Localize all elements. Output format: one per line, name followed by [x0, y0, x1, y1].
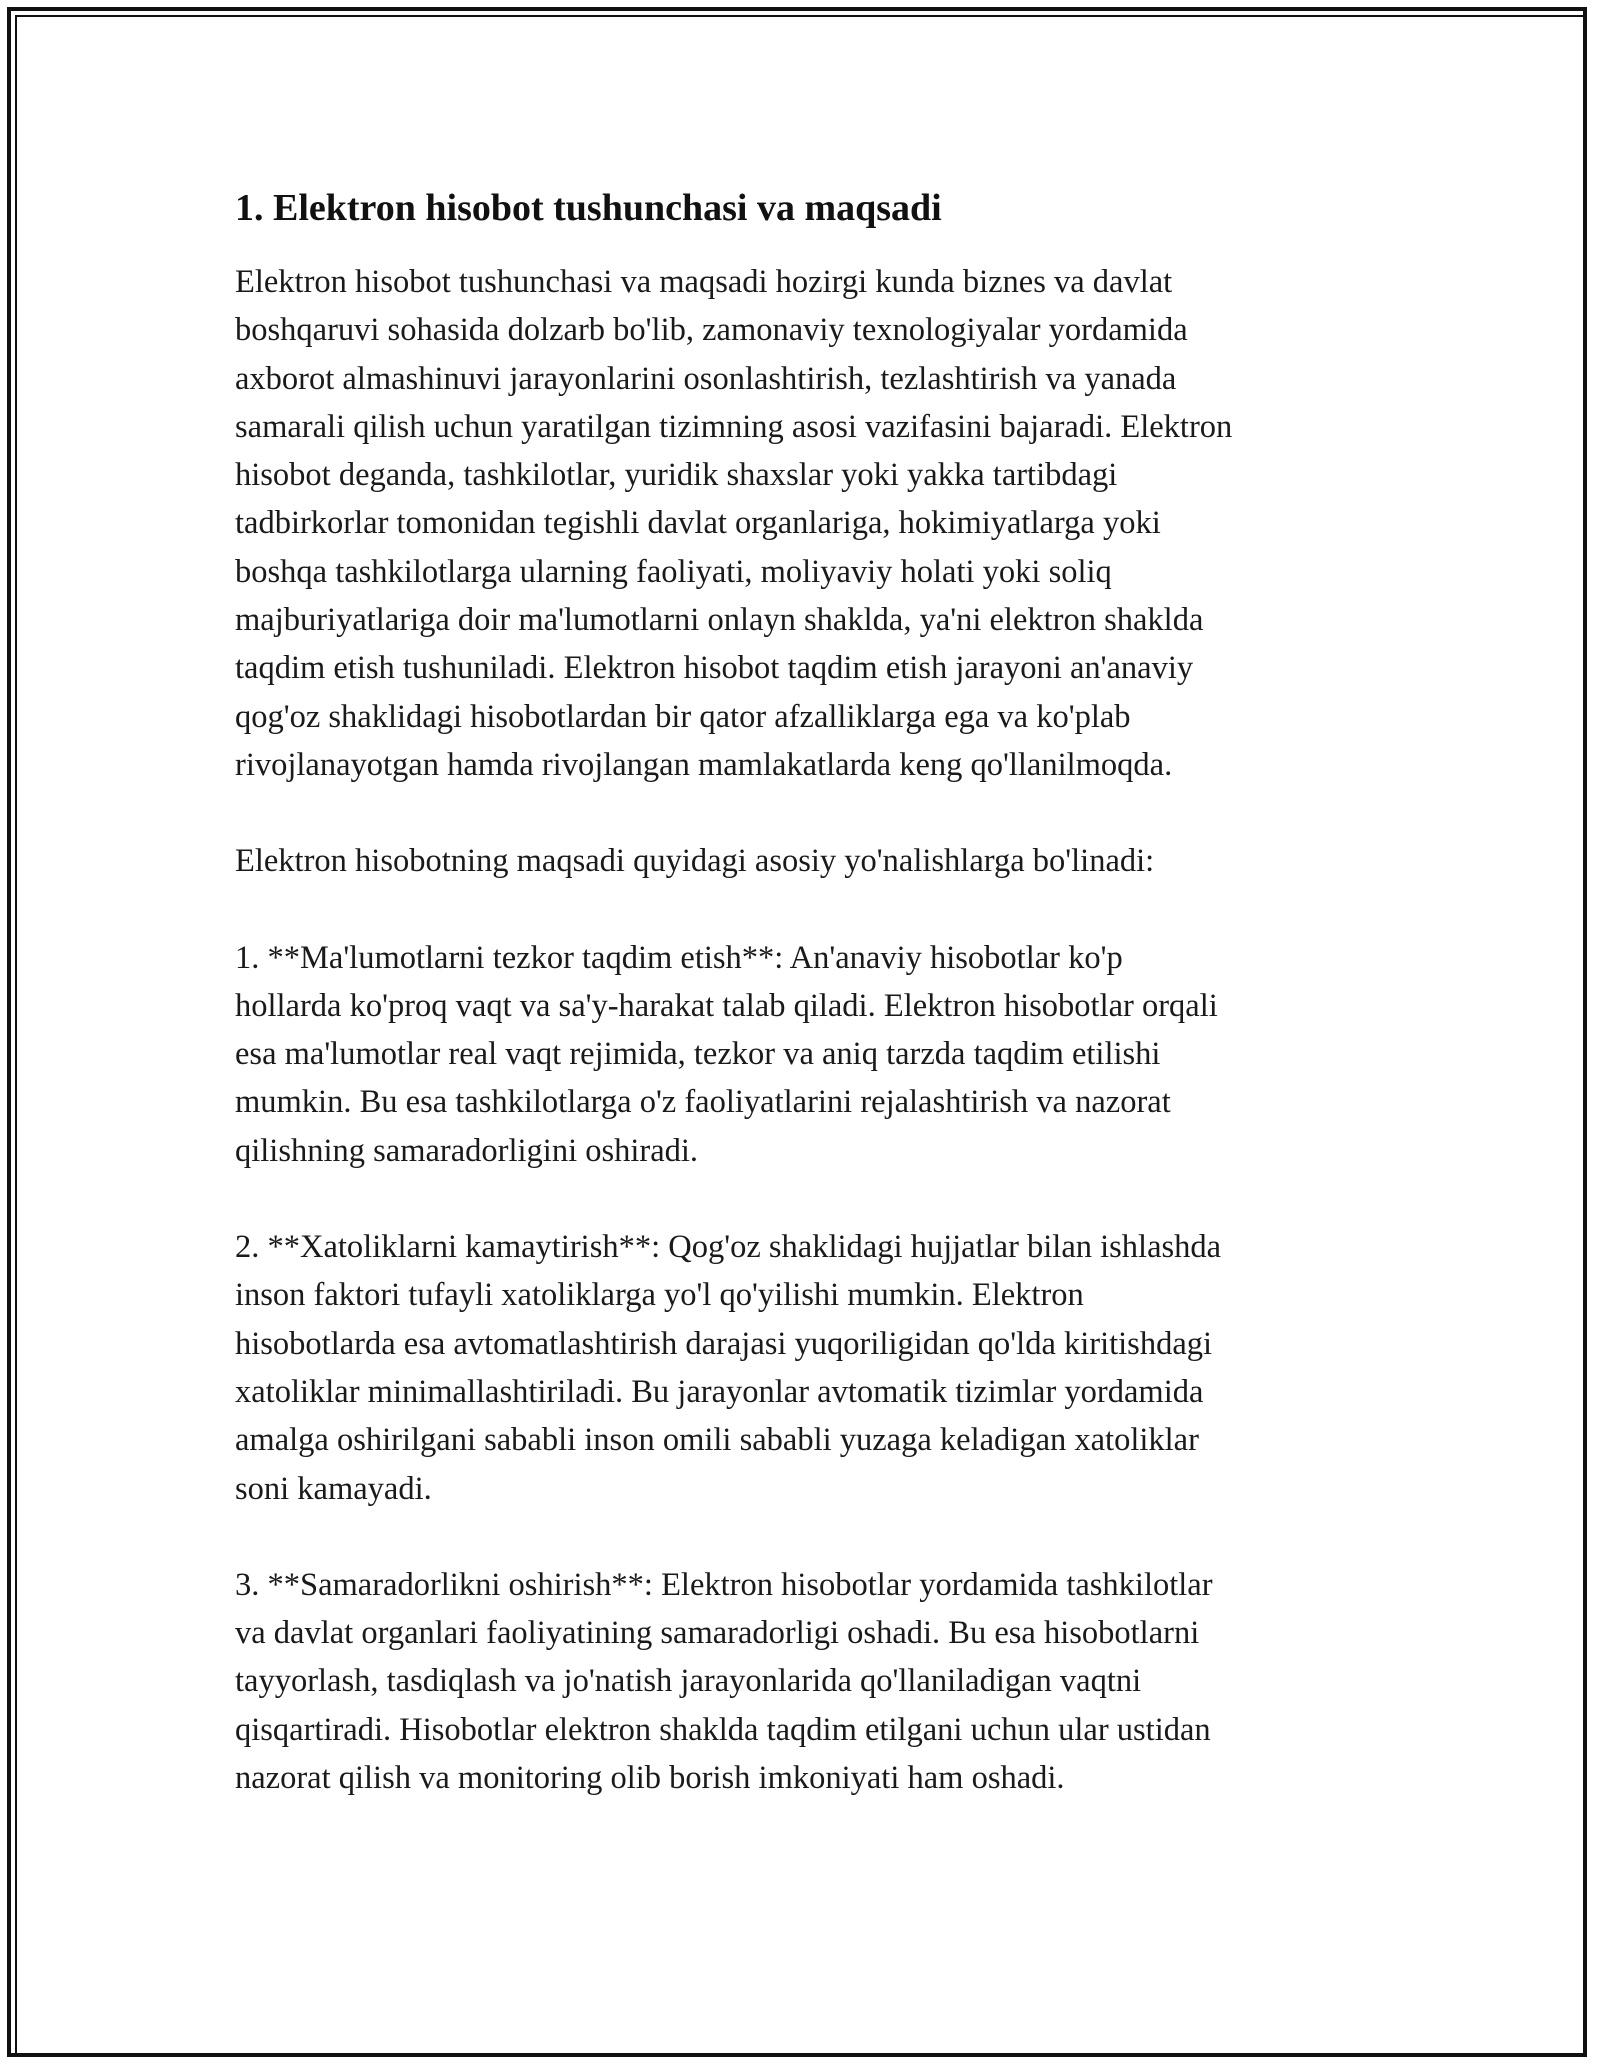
- paragraph-line: hisobotlarda esa avtomatlashtirish darajasi yuqoriligidan qo'lda kiritishdagi: [235, 1325, 1213, 1362]
- paragraph-line: tayyorlash, tasdiqlash va jo'natish jarayonlarida qo'llaniladigan vaqtni: [235, 1663, 1142, 1700]
- paragraph-line: rivojlanayotgan hamda rivojlangan mamlakatlarda keng qo'llanilmoqda.: [235, 746, 1173, 783]
- paragraph-intro: [235, 258, 1385, 789]
- paragraph-line: inson faktori tufayli xatoliklarga yo'l qo'yilishi mumkin. Elektron: [235, 1277, 1084, 1314]
- document-body: [235, 184, 1385, 1850]
- paragraph-line: esa ma'lumotlar real vaqt rejimida, tezkor va aniq tarzda taqdim etilishi: [235, 1036, 1161, 1073]
- paragraph-line: 3. **Samaradorlikni oshirish**: Elektron hisobotlar yordamida tashkilotlar: [235, 1566, 1213, 1603]
- paragraph-line: amalga oshirilgani sababli inson omili sababli yuzaga keladigan xatoliklar: [235, 1422, 1199, 1459]
- paragraph-line: nazorat qilish va monitoring olib borish imkoniyati ham oshadi.: [235, 1760, 1065, 1797]
- list-item-2: [235, 1223, 1385, 1513]
- paragraph-line: 1. **Ma'lumotlarni tezkor taqdim etish**: An'anaviy hisobotlar ko'p: [235, 939, 1123, 976]
- paragraph-line: qog'oz shaklidagi hisobotlardan bir qator afzalliklarga ega va ko'plab: [235, 698, 1131, 735]
- paragraph-line: boshqa tashkilotlarga ularning faoliyati, moliyaviy holati yoki soliq: [235, 553, 1112, 590]
- paragraph-line: qilishning samaradorligini oshiradi.: [235, 1132, 699, 1169]
- paragraph-line: hisobot deganda, tashkilotlar, yuridik shaxslar yoki yakka tartibdagi: [235, 457, 1118, 494]
- paragraph-line: hollarda ko'proq vaqt va sa'y-harakat talab qiladi. Elektron hisobotlar orqali: [235, 987, 1218, 1024]
- paragraph-line: mumkin. Bu esa tashkilotlarga o'z faoliyatlarini rejalashtirish va nazorat: [235, 1084, 1171, 1121]
- paragraph-line: va davlat organlari faoliyatining samaradorligi oshadi. Bu esa hisobotlarni: [235, 1615, 1200, 1652]
- paragraph-line: 2. **Xatoliklarni kamaytirish**: Qog'oz shaklidagi hujjatlar bilan ishlashda: [235, 1229, 1222, 1266]
- paragraph-line: qisqartiradi. Hisobotlar elektron shaklda taqdim etilgani uchun ular ustidan: [235, 1711, 1211, 1748]
- paragraph-line: xatoliklar minimallashtiriladi. Bu jarayonlar avtomatik tizimlar yordamida: [235, 1373, 1204, 1410]
- paragraph-line: tadbirkorlar tomonidan tegishli davlat organlariga, hokimiyatlarga yoki: [235, 505, 1161, 542]
- paragraph-line: soni kamayadi.: [235, 1470, 432, 1507]
- paragraph-line: Elektron hisobot tushunchasi va maqsadi hozirgi kunda biznes va davlat: [235, 264, 1173, 300]
- paragraph-goals-intro: [235, 837, 1385, 885]
- paragraph-line: majburiyatlariga doir ma'lumotlarni onlayn shaklda, ya'ni elektron shaklda: [235, 602, 1204, 639]
- paragraph-line: Elektron hisobotning maqsadi quyidagi asosiy yo'nalishlarga bo'linadi:: [235, 843, 1155, 880]
- section-title: 1. Elektron hisobot tushunchasi va maqsadi: [235, 187, 942, 229]
- list-item-1: [235, 934, 1385, 1175]
- paragraph-line: taqdim etish tushuniladi. Elektron hisobot taqdim etish jarayoni an'anaviy: [235, 650, 1194, 687]
- paragraph-line: boshqaruvi sohasida dolzarb bo'lib, zamonaviy texnologiyalar yordamida: [235, 312, 1188, 349]
- paragraph-line: samarali qilish uchun yaratilgan tizimning asosi vazifasini bajaradi. Elektron: [235, 408, 1233, 445]
- list-item-3: [235, 1561, 1385, 1802]
- paragraph-line: axborot almashinuvi jarayonlarini osonlashtirish, tezlashtirish va yanada: [235, 360, 1177, 397]
